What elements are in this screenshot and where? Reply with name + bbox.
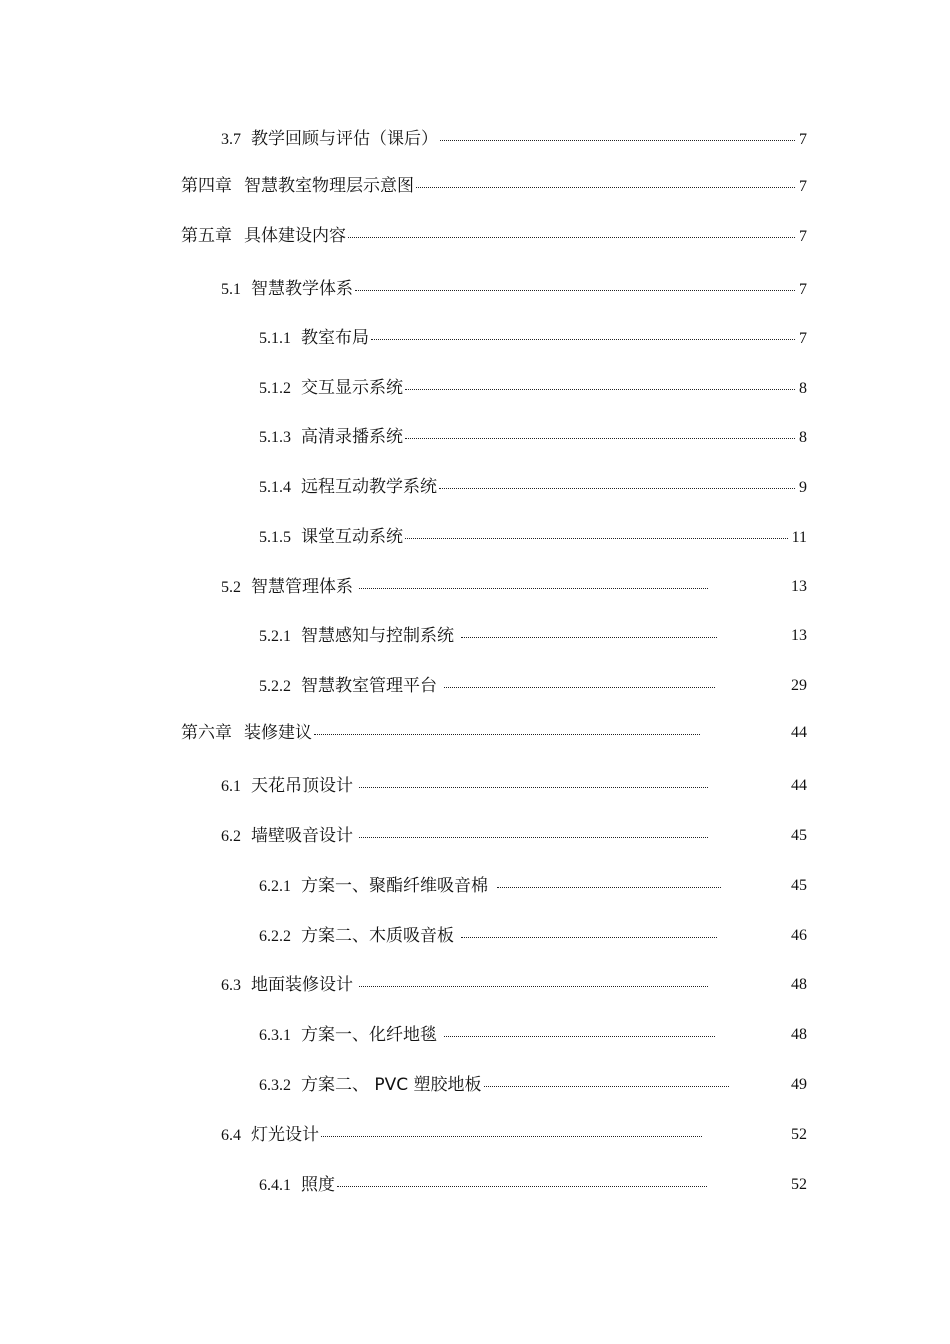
dot-leader	[359, 837, 708, 838]
toc-entry-title: 教室布局	[301, 328, 369, 348]
toc-entry-page: 7	[799, 131, 807, 148]
dot-leader	[444, 1036, 715, 1037]
toc-entry-title: 交互显示系统	[301, 378, 403, 398]
toc-entry-number: 第五章	[181, 226, 232, 246]
toc-entry-title: 方案二、木质吸音板	[301, 926, 454, 946]
toc-entry-number: 5.1.1	[259, 330, 291, 347]
toc-entry-title: 智慧教室物理层示意图	[244, 176, 414, 196]
toc-entry-number: 5.1.3	[259, 429, 291, 446]
toc-entry-6-1[interactable]	[221, 773, 807, 799]
toc-entry-page: 44	[791, 777, 807, 794]
toc-entry-title: 装修建议	[244, 723, 312, 743]
toc-entry-page: 7	[799, 330, 807, 347]
toc-entry-page: 48	[791, 976, 807, 993]
toc-entry-page: 44	[791, 724, 807, 741]
dot-leader	[444, 687, 715, 688]
toc-entry-5-2-1[interactable]	[259, 623, 807, 649]
toc-entry-page: 7	[799, 178, 807, 195]
toc-entry-title: 教学回顾与评估（课后）	[251, 129, 438, 149]
toc-entry-page: 8	[799, 429, 807, 446]
toc-entry-6-3-2[interactable]	[259, 1072, 807, 1098]
toc-entry-number: 6.4	[221, 1127, 241, 1144]
toc-entry-page: 49	[791, 1076, 807, 1093]
toc-entry-5-1[interactable]	[221, 276, 807, 302]
toc-entry-6-4[interactable]	[221, 1122, 807, 1148]
dot-leader	[314, 734, 700, 735]
toc-entry-page: 52	[791, 1176, 807, 1193]
toc-entry-title: 照度	[301, 1175, 335, 1195]
dot-leader	[461, 637, 717, 638]
toc-entry-5-1-3[interactable]	[259, 424, 807, 450]
toc-entry-title: 远程互动教学系统	[301, 477, 437, 497]
toc-entry-page: 45	[791, 877, 807, 894]
toc-entry-5-1-5[interactable]	[259, 524, 807, 550]
toc-entry-page: 45	[791, 827, 807, 844]
dot-leader	[355, 290, 795, 291]
toc-entry-number: 第四章	[181, 176, 232, 196]
dot-leader	[321, 1136, 702, 1137]
toc-entry-page: 29	[791, 677, 807, 694]
dot-leader	[461, 937, 717, 938]
toc-entry-3-7[interactable]	[221, 126, 807, 152]
toc-entry-6-2[interactable]	[221, 823, 807, 849]
toc-entry-chapter-5[interactable]	[181, 223, 807, 249]
toc-entry-title: 地面装修设计	[251, 975, 353, 995]
toc-entry-page: 9	[799, 479, 807, 496]
toc-entry-page: 48	[791, 1026, 807, 1043]
toc-entry-number: 5.1.4	[259, 479, 291, 496]
toc-entry-page: 13	[791, 627, 807, 644]
toc-entry-page: 13	[791, 578, 807, 595]
toc-entry-5-2-2[interactable]	[259, 673, 807, 699]
toc-entry-number: 6.2.2	[259, 928, 291, 945]
toc-entry-title: 方案一、聚酯纤维吸音棉	[301, 876, 488, 896]
toc-entry-title: 课堂互动系统	[301, 527, 403, 547]
toc-entry-title: 智慧教室管理平台	[301, 676, 437, 696]
toc-entry-number: 6.2.1	[259, 878, 291, 895]
toc-entry-6-2-2[interactable]	[259, 923, 807, 949]
toc-entry-number: 5.1	[221, 281, 241, 298]
dot-leader	[371, 339, 795, 340]
toc-entry-title: 方案二、 PVC 塑胶地板	[301, 1075, 482, 1095]
toc-entry-chapter-4[interactable]	[181, 173, 807, 199]
dot-leader	[359, 588, 708, 589]
toc-entry-5-1-1[interactable]	[259, 325, 807, 351]
toc-entry-5-2[interactable]	[221, 574, 807, 600]
toc-entry-number: 第六章	[181, 723, 232, 743]
toc-entry-6-3-1[interactable]	[259, 1022, 807, 1048]
dot-leader	[405, 438, 795, 439]
toc-entry-number: 5.1.2	[259, 380, 291, 397]
toc-entry-page: 11	[791, 529, 807, 546]
toc-entry-chapter-6[interactable]	[181, 720, 807, 746]
toc-entry-page: 46	[791, 927, 807, 944]
dot-leader	[359, 787, 708, 788]
toc-entry-number: 5.2.2	[259, 678, 291, 695]
dot-leader	[440, 140, 795, 141]
toc-entry-number: 6.3.1	[259, 1027, 291, 1044]
toc-entry-title: 具体建设内容	[244, 226, 346, 246]
toc-entry-6-4-1[interactable]	[259, 1172, 807, 1198]
toc-entry-title: 方案一、化纤地毯	[301, 1025, 437, 1045]
dot-leader	[359, 986, 708, 987]
toc-entry-title: 智慧教学体系	[251, 279, 353, 299]
toc-entry-number: 6.3	[221, 977, 241, 994]
toc-entry-5-1-4[interactable]	[259, 474, 807, 500]
toc-entry-page: 7	[799, 228, 807, 245]
toc-entry-title: 智慧感知与控制系统	[301, 626, 454, 646]
dot-leader	[484, 1086, 729, 1087]
toc-entry-title: 天花吊顶设计	[251, 776, 353, 796]
toc-entry-number: 5.2	[221, 579, 241, 596]
toc-entry-title: 智慧管理体系	[251, 577, 353, 597]
toc-entry-title: 高清录播系统	[301, 427, 403, 447]
dot-leader	[337, 1186, 707, 1187]
dot-leader	[497, 887, 721, 888]
dot-leader	[348, 237, 795, 238]
toc-entry-title: 墙壁吸音设计	[251, 826, 353, 846]
toc-entry-6-3[interactable]	[221, 972, 807, 998]
toc-entry-number: 6.4.1	[259, 1177, 291, 1194]
toc-entry-number: 5.2.1	[259, 628, 291, 645]
toc-entry-number: 6.2	[221, 828, 241, 845]
toc-entry-6-2-1[interactable]	[259, 873, 807, 899]
dot-leader	[439, 488, 795, 489]
toc-entry-number: 6.1	[221, 778, 241, 795]
toc-entry-number: 3.7	[221, 131, 241, 148]
toc-entry-5-1-2[interactable]	[259, 375, 807, 401]
dot-leader	[405, 389, 795, 390]
toc-entry-page: 52	[791, 1126, 807, 1143]
dot-leader	[405, 538, 788, 539]
toc-entry-number: 6.3.2	[259, 1077, 291, 1094]
dot-leader	[416, 187, 795, 188]
toc-entry-page: 8	[799, 380, 807, 397]
toc-entry-title: 灯光设计	[251, 1125, 319, 1145]
toc-entry-page: 7	[799, 281, 807, 298]
toc-entry-number: 5.1.5	[259, 529, 291, 546]
